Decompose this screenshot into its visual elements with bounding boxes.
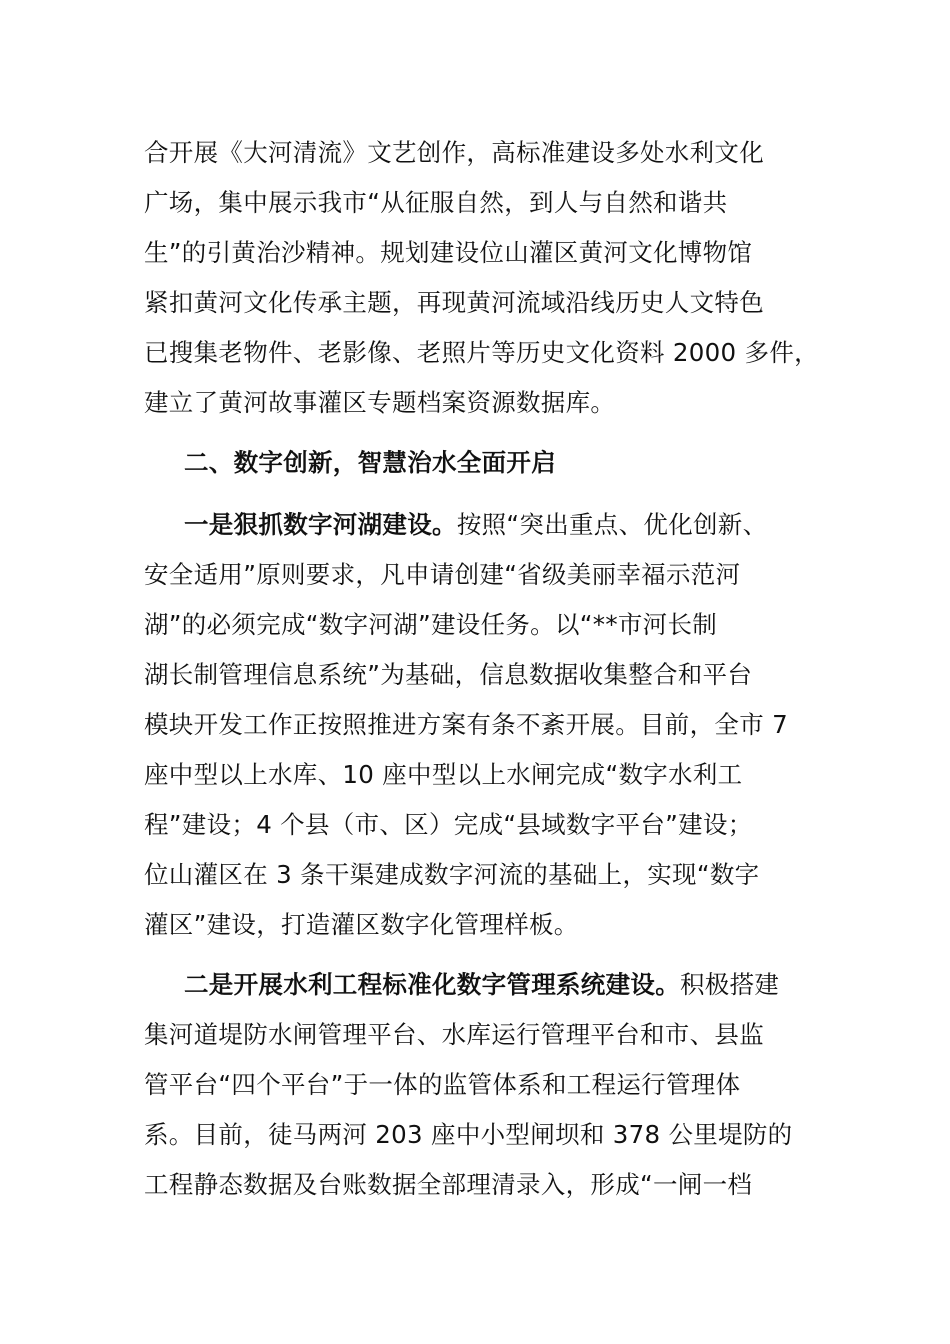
text-line <box>144 328 834 378</box>
text-span: 湖长制管理信息系统”为基础，信息数据收集整合和平台 <box>144 660 753 689</box>
text-line <box>144 800 834 850</box>
text-span: 安全适用”原则要求，凡申请创建“省级美丽幸福示范河 <box>144 560 741 589</box>
text-span: 广场，集中展示我市“从征服自然，到人与自然和谐共 <box>144 188 728 217</box>
text-line <box>144 378 834 428</box>
text-line <box>144 850 834 900</box>
text-span: 集河道堤防水闸管理平台、水库运行管理平台和市、县监 <box>144 1020 764 1049</box>
text-line <box>144 128 834 178</box>
text-span: 灌区”建设，打造灌区数字化管理样板。 <box>144 910 579 939</box>
text-line <box>144 1160 834 1210</box>
text-span: 建立了黄河故事灌区专题档案资源数据库。 <box>144 388 616 417</box>
text-line <box>144 228 834 278</box>
text-span: 积极搭建 <box>680 970 780 999</box>
paragraph-lead: 一是狠抓数字河湖建设。 <box>184 510 457 539</box>
text-line <box>144 178 834 228</box>
text-span: 按照“突出重点、优化创新、 <box>456 510 768 539</box>
heading-text: 二、数字创新，智慧治水全面开启 <box>184 448 556 477</box>
text-line <box>144 1060 834 1110</box>
text-line <box>144 700 834 750</box>
paragraph-lead: 二是开展水利工程标准化数字管理系统建设。 <box>184 970 680 999</box>
text-span: 生”的引黄治沙精神。规划建设位山灌区黄河文化博物馆 <box>144 238 753 267</box>
section-heading <box>184 438 834 488</box>
text-span: 合开展《大河清流》文艺创作，高标准建设多处水利文化 <box>144 138 764 167</box>
text-line <box>184 500 834 550</box>
text-line <box>184 960 834 1010</box>
text-line <box>144 900 834 950</box>
text-span: 程”建设；4 个县（市、区）完成“县域数字平台”建设； <box>144 810 753 839</box>
text-span: 模块开发工作正按照推进方案有条不紊开展。目前，全市 7 <box>144 710 788 739</box>
text-span: 位山灌区在 3 条干渠建成数字河流的基础上，实现“数字 <box>144 860 760 889</box>
text-line <box>144 278 834 328</box>
text-span: 工程静态数据及台账数据全部理清录入，形成“一闸一档 <box>144 1170 753 1199</box>
text-span: 湖”的必须完成“数字河湖”建设任务。以“**市河长制 <box>144 610 718 639</box>
text-line <box>144 1110 834 1160</box>
text-line <box>144 600 834 650</box>
text-span: 已搜集老物件、老影像、老照片等历史文化资料 2000 多件， <box>144 338 819 367</box>
text-span: 紧扣黄河文化传承主题，再现黄河流域沿线历史人文特色 <box>144 288 764 317</box>
text-span: 系。目前，徒马两河 203 座中小型闸坝和 378 公里堤防的 <box>144 1120 793 1149</box>
text-line <box>144 550 834 600</box>
text-span: 座中型以上水库、10 座中型以上水闸完成“数字水利工 <box>144 760 743 789</box>
text-line <box>144 1010 834 1060</box>
text-line <box>144 750 834 800</box>
text-line <box>144 650 834 700</box>
text-span: 管平台“四个平台”于一体的监管体系和工程运行管理体 <box>144 1070 741 1099</box>
